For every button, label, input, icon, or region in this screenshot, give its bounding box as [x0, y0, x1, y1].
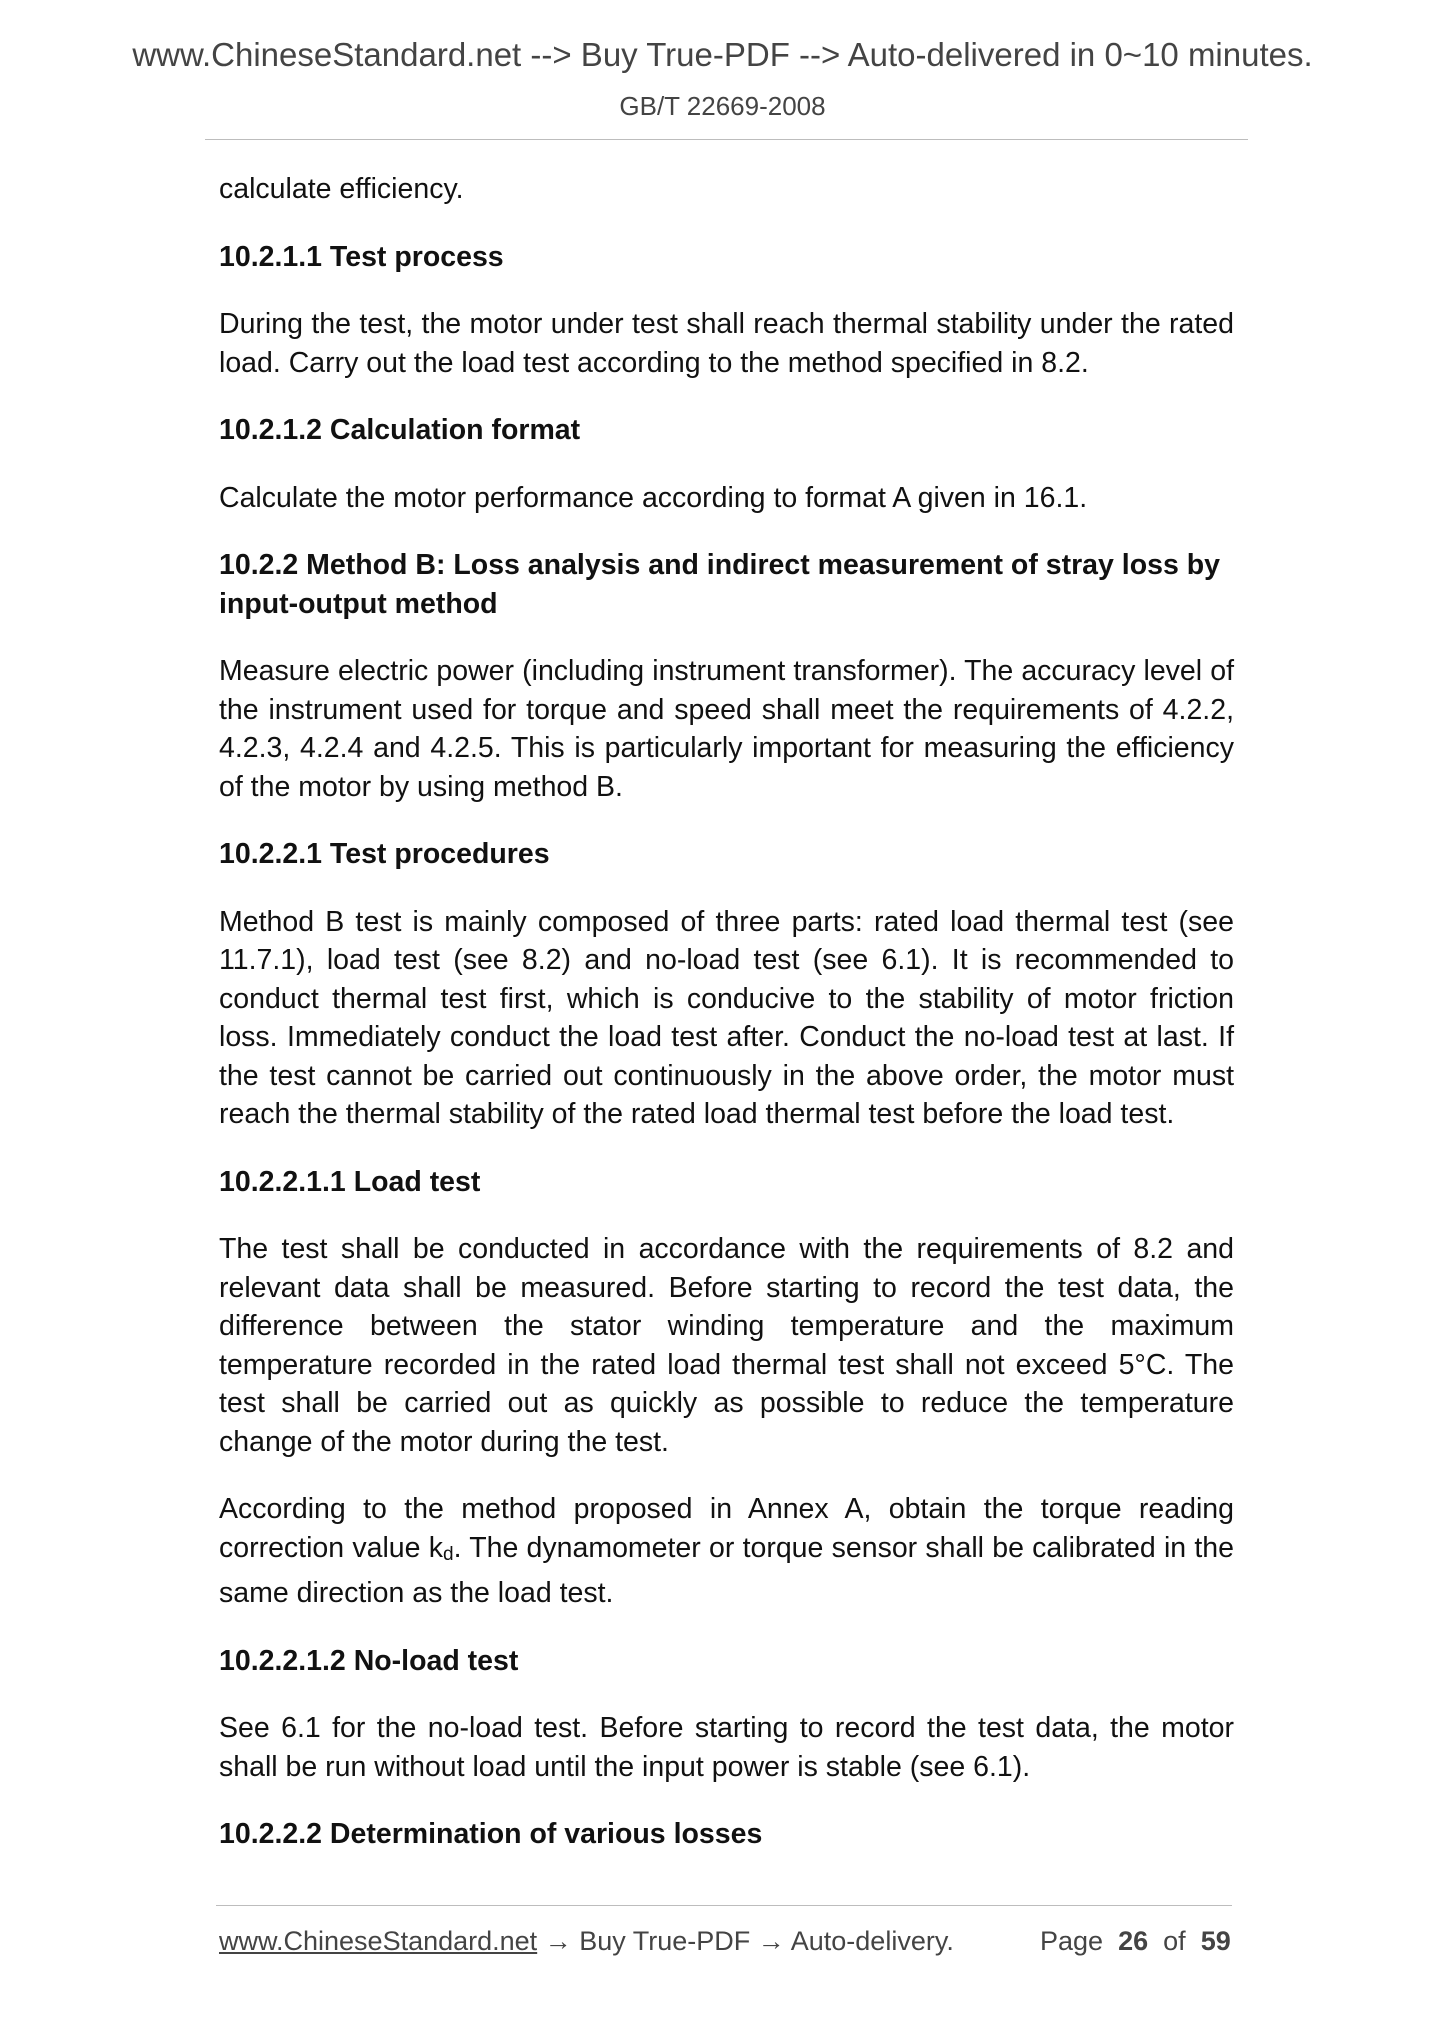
paragraph-test-procedures: Method B test is mainly composed of three parts: rated load thermal test (see 11.7.1), load test (see 8.2) and no-load test (see 6.1). It is recommended to conduct thermal test first, which is conducive to the stability of motor friction loss. Immediately conduct the load test after. Conduct the no-load test at last. If the test cannot be carried out continuously in the above order, the motor must reach the thermal stability of the rated load thermal test before the load test.	[219, 905, 1234, 1130]
paragraph-load-test: The test shall be conducted in accordance with the requirements of 8.2 and relevant data shall be measured. Before starting to record the test data, the difference between the stator winding temperature and the maximum temperature recorded in the rated load thermal test shall not exceed 5°C. The test shall be carried out as quickly as possible to reduce the temperature change of the motor during the test.	[219, 1233, 1234, 1458]
heading-10-2-2-1: 10.2.2.1 Test procedures	[219, 838, 550, 870]
heading-10-2-1-1: 10.2.1.1 Test process	[219, 240, 504, 273]
document-body	[219, 170, 1234, 1854]
heading-10-2-2-1-2: 10.2.2.1.2 No-load test	[219, 1644, 519, 1677]
page-of: of	[1163, 1926, 1186, 1956]
paragraph-no-load-test: See 6.1 for the no-load test. Before starting to record the test data, the motor shall be run without load until the input power is stable (see 6.1).	[219, 1712, 1234, 1783]
heading-10-2-2-1-1: 10.2.2.1.1 Load test	[219, 1165, 481, 1198]
page-indicator	[1040, 1926, 1231, 1957]
paragraph-calculation-format: Calculate the motor performance according to format A given in 16.1.	[219, 481, 1088, 514]
header-banner: www.ChineseStandard.net --> Buy True-PDF --> Auto-delivered in 0~10 minutes.	[132, 36, 1313, 73]
torque-text-b: . The dynamometer or torque sensor shall be calibrated in the same direction as the load test.	[219, 1531, 1234, 1609]
header-divider	[205, 139, 1248, 140]
footer-divider	[216, 1905, 1232, 1906]
footer-site-link[interactable]: www.ChineseStandard.net	[219, 1926, 538, 1956]
heading-10-2-2: 10.2.2 Method B: Loss analysis and indirect measurement of stray loss by input-output method	[219, 549, 1220, 620]
heading-10-2-2-2: 10.2.2.2 Determination of various losses	[219, 1818, 763, 1850]
footer-arrow-buy: → Buy True-PDF	[537, 1926, 758, 1956]
paragraph-torque-correction	[219, 1490, 1234, 1613]
paragraph-continued: calculate efficiency.	[219, 173, 464, 205]
paragraph-method-b: Measure electric power (including instrument transformer). The accuracy level of the instrument used for torque and speed shall meet the requirements of 4.2.2, 4.2.3, 4.2.4 and 4.2.5. This is particularly important for measuring the efficiency of the motor by using method B.	[219, 655, 1234, 803]
torque-text-a: According to the method proposed in Annex A, obtain the torque reading correction value k	[219, 1493, 1234, 1564]
heading-10-2-1-2: 10.2.1.2 Calculation format	[219, 414, 581, 446]
footer-arrow-delivery: → Auto-delivery.	[757, 1926, 954, 1956]
paragraph-test-process: During the test, the motor under test shall reach thermal stability under the rated load. Carry out the load test according to the method specified in 8.2.	[219, 308, 1234, 379]
page-total: 59	[1200, 1926, 1231, 1956]
footer-links	[219, 1926, 954, 1957]
page-current: 26	[1118, 1926, 1149, 1956]
subscript-d: d	[442, 1543, 454, 1565]
standard-code: GB/T 22669-2008	[619, 91, 826, 121]
page-label: Page	[1040, 1926, 1104, 1956]
